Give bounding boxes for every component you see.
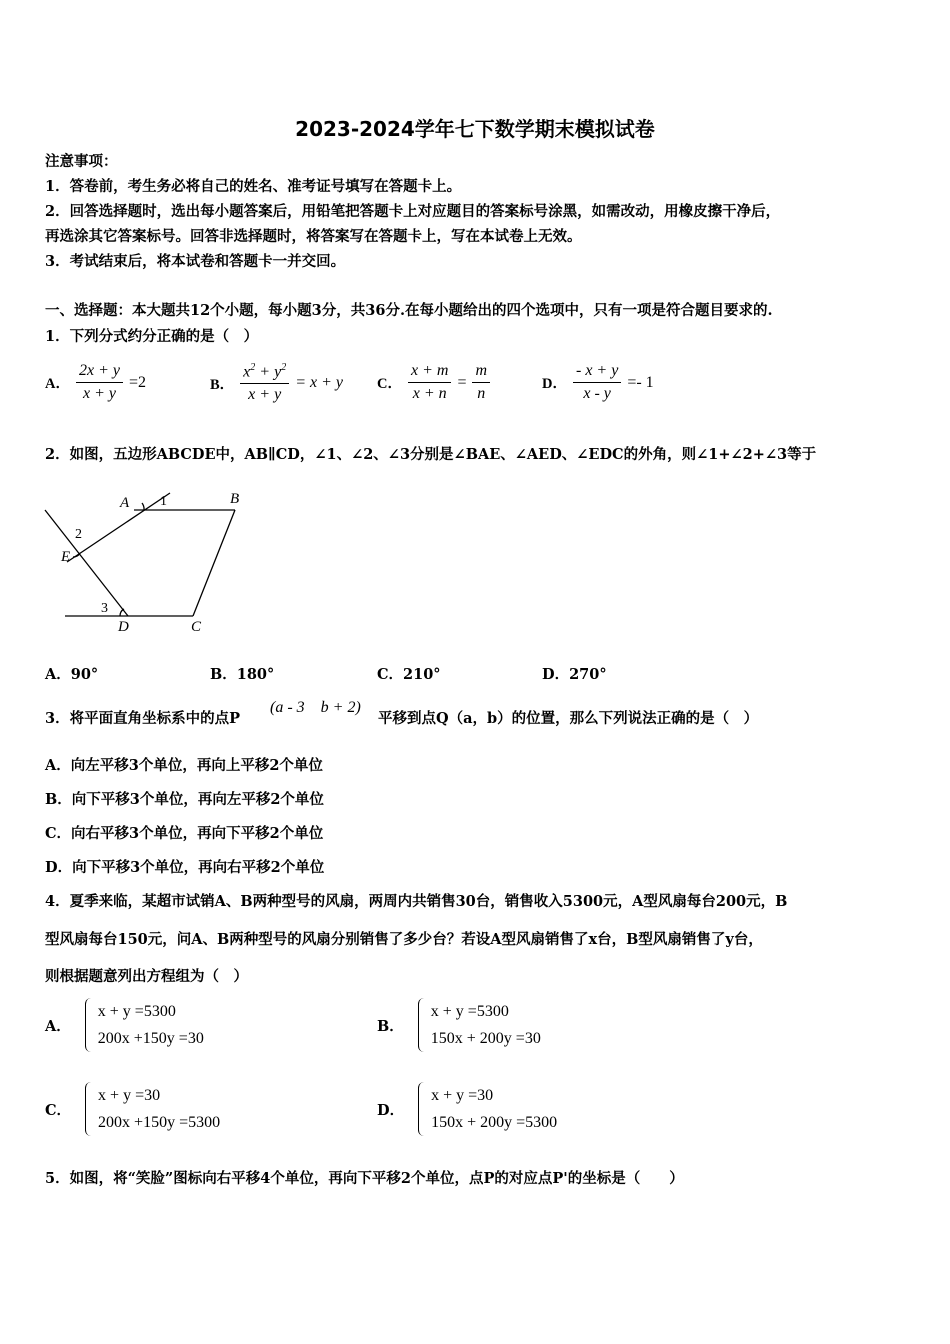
q1-b-label: B．: [210, 376, 235, 393]
q1-option-c: [377, 362, 492, 403]
q3-option-c: C．向右平移3个单位，再向下平移2个单位: [45, 825, 324, 842]
q4-b-label: B．: [377, 1017, 404, 1035]
q4-d-eq-2: 150x + 200y =5300: [431, 1114, 558, 1131]
fig-label-c: C: [191, 619, 202, 635]
q4-a-label: A．: [45, 1017, 71, 1035]
q4-option-d: [377, 1082, 557, 1136]
q4-c-brace: [85, 1082, 94, 1136]
fig-label-e: E: [61, 549, 71, 565]
q4-c-label: C．: [45, 1101, 72, 1119]
q1-b-num-plus-y: + y: [255, 363, 282, 381]
q1-c-equals: =: [457, 373, 467, 391]
q1-d-label: D．: [542, 376, 567, 392]
q1-b-num-x: x: [243, 363, 251, 381]
q4-line-2: 型风扇每台150元，问A、B两种型号的风扇分别销售了多少台？若设A型风扇销售了x台，B型风扇销售了y台，: [45, 931, 763, 948]
q4-c-eq-1: x + y =30: [98, 1087, 161, 1104]
q2-option-d: D．270°: [542, 666, 607, 683]
q1-option-d: [542, 362, 654, 403]
q1-c-numerator: x + m: [408, 362, 451, 383]
q1-a-rhs: =2: [128, 373, 147, 391]
q1-b-denominator: x + y: [248, 386, 282, 404]
q1-c-rhs-denominator: n: [477, 385, 486, 402]
q4-d-eq-1: x + y =30: [431, 1087, 494, 1104]
fig-label-d: D: [118, 619, 129, 635]
q4-b-eq-2: 150x + 200y =30: [430, 1030, 541, 1047]
q1-c-rhs-numerator: m: [472, 362, 490, 383]
q1-a-denominator: x + y: [82, 385, 116, 402]
q1-option-a: [45, 362, 146, 403]
fig-angle-2: 2: [75, 527, 82, 542]
q4-a-brace: [85, 998, 94, 1052]
note-3: 3．考试结束后，将本试卷和答题卡一并交回。: [45, 253, 346, 270]
q1-d-denominator: x - y: [583, 385, 611, 402]
q1-c-denominator: x + n: [412, 385, 447, 402]
q4-a-eq-1: x + y =5300: [97, 1003, 176, 1020]
fig-angle-1: 1: [160, 494, 167, 509]
q4-d-label: D．: [377, 1101, 405, 1119]
note-2b: 再选涂其它答案标号。回答非选择题时，将答案写在答题卡上，写在本试卷上无效。: [45, 228, 582, 245]
q2-stem: 2．如图，五边形ABCDE中，AB∥CD，∠1、∠2、∠3分别是∠BAE、∠AED、∠EDC的外角，则∠1+∠2+∠3等于: [45, 446, 817, 463]
q4-d-brace: [418, 1082, 427, 1136]
q1-a-numerator: 2x + y: [76, 362, 123, 383]
note-2a: 2．回答选择题时，选出每小题答案后，用铅笔把答题卡上对应题目的答案标号涂黑，如需改动，用橡皮擦干净后，: [45, 203, 781, 220]
fig-label-b: B: [230, 491, 240, 507]
q4-option-b: [377, 998, 541, 1052]
q4-line-3: 则根据题意列出方程组为（ ）: [45, 968, 248, 985]
fig-label-a: A: [120, 495, 130, 511]
pentagon-figure: [40, 485, 255, 635]
q1-b-sup-1: 2: [250, 362, 256, 373]
q4-a-eq-2: 200x +150y =30: [97, 1030, 204, 1047]
section-1-heading: 一、选择题：本大题共12个小题，每小题3分，共36分.在每小题给出的四个选项中，只有一项是符合题目要求的.: [45, 302, 773, 319]
q1-b-sup-2: 2: [281, 362, 287, 373]
q2-option-b: B．180°: [210, 666, 275, 683]
q4-b-brace: [418, 998, 427, 1052]
q5-stem: 5．如图，将“笑脸”图标向右平移4个单位，再向下平移2个单位，点P的对应点P'的坐标是（ ）: [45, 1170, 684, 1187]
q3-stem-post: 平移到点Q（a，b）的位置，那么下列说法正确的是（ ）: [378, 710, 759, 727]
q2-option-a: A．90°: [45, 666, 99, 683]
q4-option-a: [45, 998, 204, 1052]
q4-option-c: [45, 1082, 220, 1136]
q4-line-1: 4．夏季来临，某超市试销A、B两种型号的风扇，两周内共销售30台，销售收入5300元，A型风扇每台200元，B: [45, 893, 788, 910]
q3-option-d: D．向下平移3个单位，再向右平移2个单位: [45, 859, 325, 876]
q3-point-p: (a - 3 b + 2): [270, 699, 361, 716]
q4-b-eq-1: x + y =5300: [430, 1003, 509, 1020]
page-title: 2023-2024学年七下数学期末模拟试卷: [295, 117, 655, 141]
q1-a-label: A．: [45, 376, 70, 392]
q2-option-c: C．210°: [377, 666, 441, 683]
fig-angle-3: 3: [101, 601, 108, 616]
q1-option-b: [210, 362, 343, 404]
q3-option-b: B．向下平移3个单位，再向左平移2个单位: [45, 791, 324, 808]
q1-d-numerator: - x + y: [573, 362, 621, 383]
q1-stem: 1．下列分式约分正确的是（ ）: [45, 328, 259, 345]
q4-c-eq-2: 200x +150y =5300: [98, 1114, 221, 1131]
note-1: 1．答卷前，考生务必将自己的姓名、准考证号填写在答题卡上。: [45, 178, 462, 195]
notes-heading: 注意事项：: [45, 153, 118, 170]
q3-option-a: A．向左平移3个单位，再向上平移2个单位: [45, 757, 323, 774]
q1-b-rhs: = x + y: [295, 374, 343, 392]
q1-c-label: C．: [377, 376, 402, 392]
q3-stem-pre: 3．将平面直角坐标系中的点P: [45, 710, 240, 727]
q1-d-rhs: =- 1: [627, 373, 654, 391]
